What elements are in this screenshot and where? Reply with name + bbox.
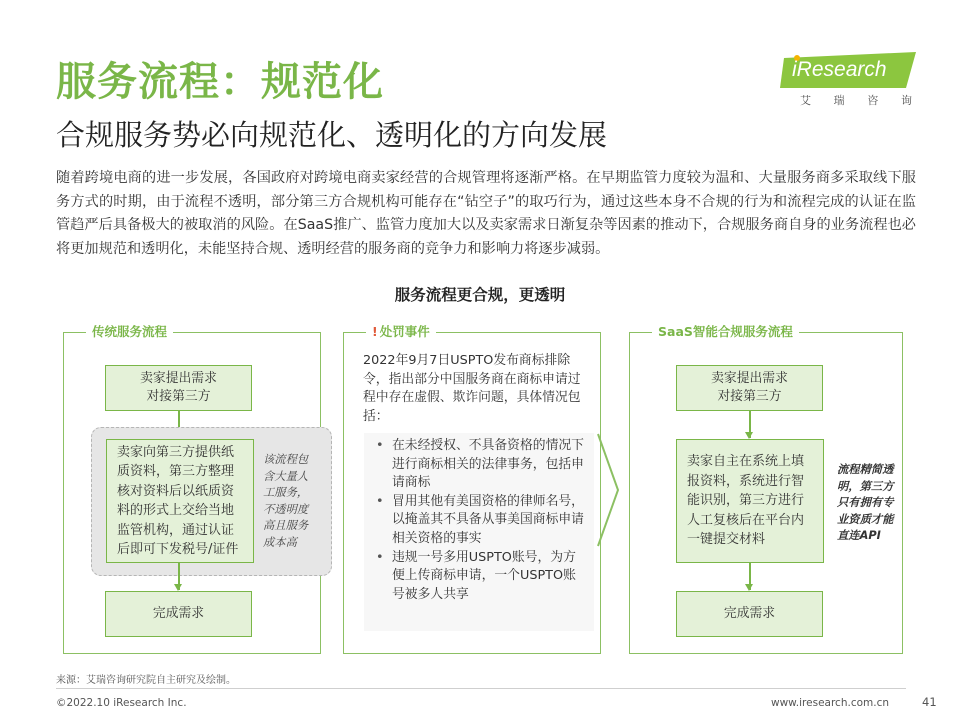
- saas-step-complete: 完成需求: [676, 591, 823, 637]
- source-note: 来源：艾瑞咨询研究院自主研究及绘制。: [56, 675, 236, 686]
- website-link[interactable]: www.iresearch.com.cn: [771, 697, 890, 709]
- traditional-note: 该流程包 含大量人 工服务， 不透明度 高且服务 成本高: [263, 453, 309, 549]
- warning-icon: !: [372, 324, 378, 339]
- saas-arrow-2: [749, 563, 751, 590]
- list-item: • 在未经授权、不具备资格的情况下进行商标相关的法律事务，包括申请商标: [372, 437, 588, 493]
- page-subtitle: 合规服务势必向规范化、透明化的方向发展: [56, 118, 608, 152]
- footer-divider: [56, 688, 906, 689]
- traditional-step-request: 卖家提出需求 对接第三方: [105, 365, 252, 411]
- chevron-right-icon: [595, 430, 621, 550]
- intro-paragraph: 随着跨境电商的进一步发展，各国政府对跨境电商卖家经营的合规管理将逐渐严格。在早期监管力度较为温和、大量服务商多采取线下服务方式的时期，由于流程不透明，部分第三方合规机构可能存在“钻空子”的取巧行为，通过这些本身不合规的行为和流程完成的认证在监管趋严后具备极大的被取消的风险。在SaaS推广、监管力度加大以及卖家需求日渐复杂等因素的推动下，合规服务商自身的业务流程也必将更加规范和透明化，未能坚持合规、透明经营的服务商的竞争力和影响力将逐步减弱。: [56, 170, 916, 257]
- list-item: • 违规一号多用USPTO账号，为方便上传商标申请，一个USPTO账号被多人共享: [372, 549, 588, 605]
- traditional-arrow-2: [178, 563, 180, 590]
- saas-step-request: 卖家提出需求 对接第三方: [676, 365, 823, 411]
- diagram-title: 服务流程更合规，更透明: [394, 286, 566, 304]
- copyright: ©2022.10 iResearch Inc.: [56, 697, 187, 709]
- saas-panel-label: SaaS智能合规服务流程: [652, 323, 799, 341]
- saas-note: 流程精简透 明，第三方 只有拥有专 业资质才能 直连API: [837, 463, 894, 542]
- traditional-step-complete: 完成需求: [105, 591, 252, 637]
- list-item: • 冒用其他有美国资格的律师名号，以掩盖其不具备从事美国商标申请相关资格的事实: [372, 493, 588, 549]
- page-number: 41: [922, 695, 937, 709]
- logo-subtitle: 艾 瑞 咨 询: [800, 94, 912, 107]
- penalty-panel-label: ! 处罚事件: [366, 323, 436, 341]
- page-title: 服务流程：规范化: [56, 59, 384, 105]
- penalty-intro: 2022年9月7日USPTO发布商标排除令，指出部分中国服务商在商标申请过程中存在虚假、欺诈问题，具体情况包括：: [363, 353, 581, 424]
- traditional-step-paper: 卖家向第三方提供纸 质资料，第三方整理 核对资料后以纸质资 料的形式上交给当地 监管机构，通过认证 后即可下发税号/证件: [106, 439, 254, 563]
- saas-step-system: 卖家自主在系统上填 报资料，系统进行智 能识别，第三方进行 人工复核后在平台内 一键提交材料: [676, 439, 824, 563]
- iresearch-logo: [770, 52, 920, 110]
- saas-arrow-1: [749, 411, 751, 438]
- penalty-list: [364, 433, 594, 631]
- logo-wordmark: iResearch: [792, 58, 887, 81]
- traditional-panel-label: 传统服务流程: [86, 323, 173, 341]
